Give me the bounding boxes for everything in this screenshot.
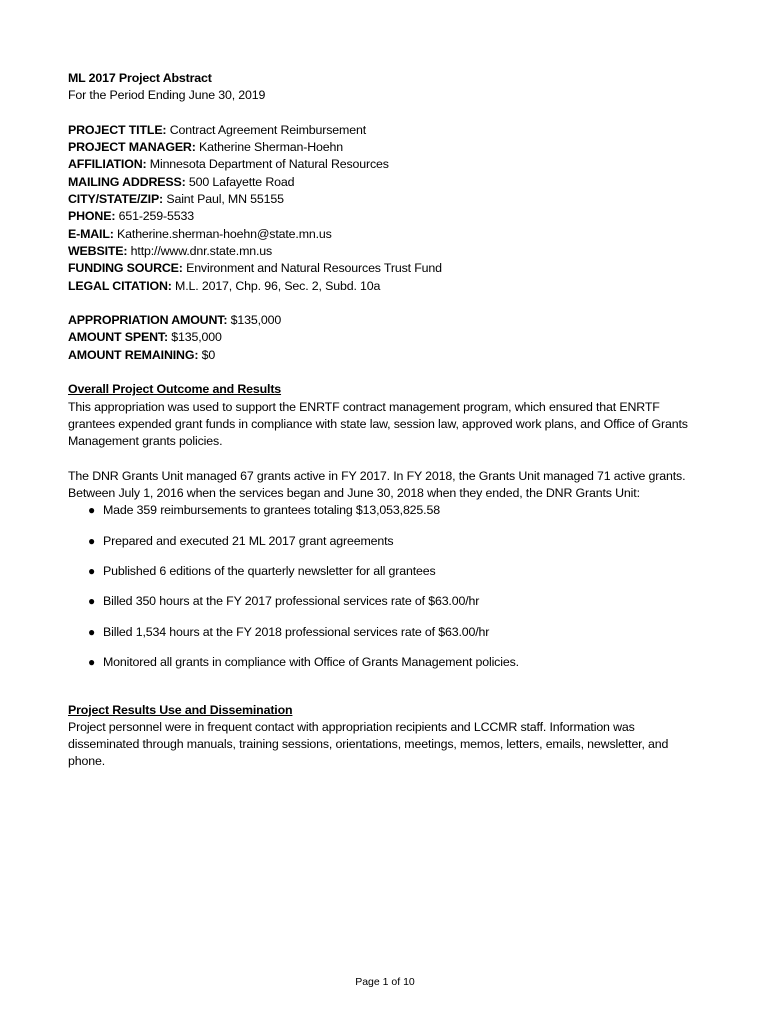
field-legal-citation [68, 278, 708, 295]
outcome-section [68, 381, 708, 671]
field-value: Environment and Natural Resources Trust Fund [182, 261, 442, 276]
amount-value: $0 [198, 347, 216, 362]
amount-remaining [68, 347, 708, 364]
bullet-icon: ● [88, 503, 96, 518]
bullet-icon: ● [88, 533, 96, 548]
outcome-heading: Overall Project Outcome and Results [68, 382, 282, 397]
bullet-icon: ● [88, 594, 96, 609]
amount-spent [68, 329, 708, 346]
bullet-text: Monitored all grants in compliance with Office of Grants Management policies. [103, 654, 519, 669]
amount-label: AMOUNT SPENT: [68, 330, 168, 345]
project-info-block [68, 122, 708, 295]
amount-label: AMOUNT REMAINING: [68, 347, 199, 362]
field-project-title [68, 122, 708, 139]
field-value: M.L. 2017, Chp. 96, Sec. 2, Subd. 10a [171, 278, 381, 293]
outcome-paragraph: This appropriation was used to support the ENRTF contract management program, which ensured that ENRTF grantees expended grant funds in compliance with state law, session law, approved work plans, and Office of Grants Management grants policies. [68, 399, 688, 449]
field-value: Minnesota Department of Natural Resources [146, 157, 389, 172]
amount-label: APPROPRIATION AMOUNT: [68, 313, 228, 328]
bullet-icon: ● [88, 624, 96, 639]
amount-value: $135,000 [167, 330, 222, 345]
bullet-text: Billed 1,534 hours at the FY 2018 professional services rate of $63.00/hr [103, 624, 490, 639]
spacer [68, 295, 708, 312]
field-label: E-MAIL: [68, 226, 114, 241]
reporting-period: For the Period Ending June 30, 2019 [68, 88, 266, 103]
spacer [68, 105, 708, 122]
outcome-bullet-list [68, 502, 708, 671]
field-label: PHONE: [68, 209, 116, 224]
field-phone [68, 208, 708, 225]
spacer [68, 451, 708, 468]
spacer [68, 684, 708, 701]
field-label: MAILING ADDRESS: [68, 174, 186, 189]
field-value: http://www.dnr.state.mn.us [127, 243, 273, 258]
field-affiliation [68, 156, 708, 173]
list-item [88, 563, 708, 580]
list-item [88, 533, 708, 550]
dissemination-section [68, 702, 708, 771]
field-label: WEBSITE: [68, 243, 128, 258]
field-mailing-address [68, 174, 708, 191]
bullet-icon: ● [88, 654, 96, 669]
field-funding-source [68, 260, 708, 277]
outcome-paragraph: The DNR Grants Unit managed 67 grants active in FY 2017. In FY 2018, the Grants Unit managed 71 active grants. Between July 1, 2016 when the services began and June 30, 2018 when they ended, the DNR Grants Unit: [68, 468, 686, 501]
bullet-text: Made 359 reimbursements to grantees totaling $13,053,825.58 [103, 503, 440, 518]
field-label: CITY/STATE/ZIP: [68, 192, 164, 207]
field-label: AFFILIATION: [68, 157, 147, 172]
field-value: Contract Agreement Reimbursement [166, 122, 366, 137]
dissemination-heading: Project Results Use and Dissemination [68, 702, 293, 717]
abstract-title: ML 2017 Project Abstract [68, 71, 212, 85]
field-value: 651-259-5533 [115, 209, 194, 224]
page-number: Page 1 of 10 [355, 976, 415, 988]
field-label: LEGAL CITATION: [68, 278, 172, 293]
spacer [68, 364, 708, 381]
bullet-icon: ● [88, 564, 96, 579]
field-label: PROJECT TITLE: [68, 122, 167, 137]
dissemination-paragraph: Project personnel were in frequent contact with appropriation recipients and LCCMR staff. Information was disseminated through manuals, training sessions, orientations, meetings, memos, letters, emails, newsletter, and phone. [68, 719, 669, 769]
field-value: Saint Paul, MN 55155 [163, 192, 284, 207]
field-label: FUNDING SOURCE: [68, 261, 183, 276]
amount-value: $135,000 [227, 313, 282, 328]
appropriation-amount [68, 312, 708, 329]
field-website [68, 243, 708, 260]
bullet-text: Prepared and executed 21 ML 2017 grant agreements [103, 533, 394, 548]
field-city-state-zip [68, 191, 708, 208]
field-value: Katherine Sherman-Hoehn [195, 140, 343, 155]
field-label: PROJECT MANAGER: [68, 140, 196, 155]
list-item [88, 502, 708, 519]
bullet-text: Published 6 editions of the quarterly newsletter for all grantees [103, 564, 436, 579]
list-item [88, 654, 708, 671]
list-item [88, 593, 708, 610]
abstract-body [68, 70, 708, 771]
field-value: 500 Lafayette Road [185, 174, 295, 189]
amounts-block [68, 312, 708, 364]
field-email [68, 226, 708, 243]
field-value: Katherine.sherman-hoehn@state.mn.us [113, 226, 332, 241]
bullet-text: Billed 350 hours at the FY 2017 professional services rate of $63.00/hr [103, 594, 480, 609]
field-project-manager [68, 139, 708, 156]
list-item [88, 624, 708, 641]
